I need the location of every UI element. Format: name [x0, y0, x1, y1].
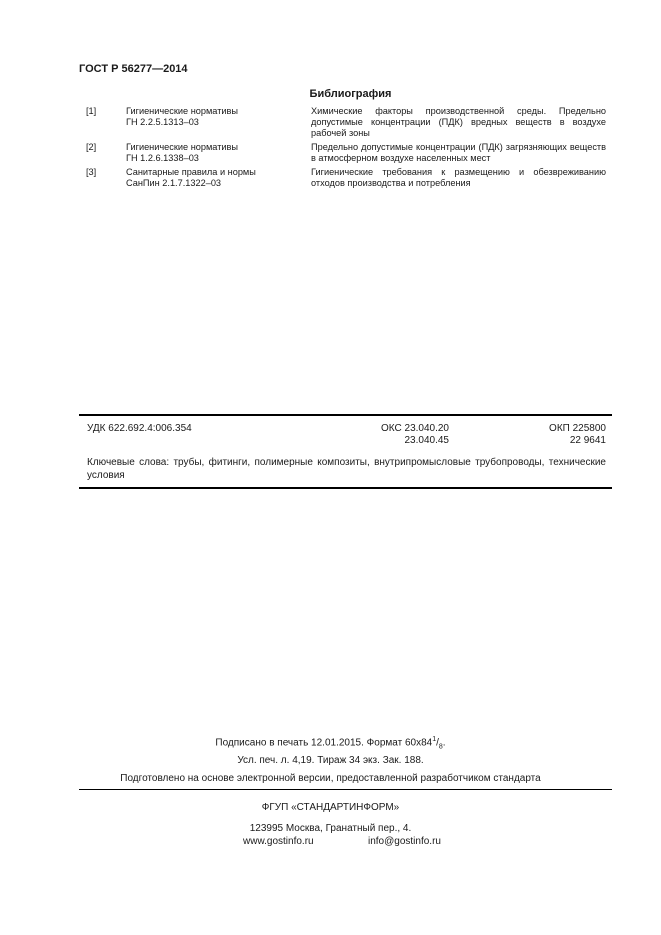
oks-code-2: 23.040.45 — [404, 435, 449, 446]
website-link[interactable]: www.gostinfo.ru — [243, 836, 314, 847]
entry-source-type: Гигиенические нормативы — [126, 106, 239, 116]
udk-code: УДК 622.692.4:006.354 — [87, 423, 192, 434]
keywords: Ключевые слова: трубы, фитинги, полимерные композиты, внутрипромысловые трубопроводы, технические условия — [87, 457, 606, 481]
signed-text: Подписано в печать 12.01.2015. Формат 60x84 — [215, 737, 433, 749]
entry-description: Предельно допустимые концентрации (ПДК) загрязняющих веществ в атмосферном воздухе населенных мест — [311, 142, 606, 163]
okp-code-1: ОКП 225800 — [549, 423, 606, 434]
entry-source-type: Гигиенические нормативы — [126, 142, 239, 152]
entry-source-code: ГН 2.2.5.1313–03 — [126, 117, 199, 127]
publisher-name: ФГУП «СТАНДАРТИНФОРМ» — [261, 802, 400, 813]
format-subscript: 8 — [438, 743, 443, 751]
entry-number: [3] — [86, 167, 97, 177]
classification-bottom-rule — [79, 487, 612, 489]
bibliography-title: Библиография — [309, 88, 392, 100]
print-info: Усл. печ. л. 4,19. Тираж 34 экз. Зак. 188. — [237, 755, 424, 766]
imprint-rule — [79, 789, 612, 790]
signed-suffix: . — [442, 737, 446, 749]
entry-source — [126, 167, 311, 189]
entry-number: [1] — [86, 106, 97, 116]
oks-code-1: ОКС 23.040.20 — [381, 423, 449, 434]
okp-codes — [480, 423, 606, 447]
entry-source — [126, 106, 311, 139]
entry-description: Гигиенические требования к размещению и обезвреживанию отходов производства и потребления — [311, 167, 606, 188]
entry-source-code: ГН 1.2.6.1338–03 — [126, 153, 199, 163]
classification-top-rule — [79, 414, 612, 416]
signed-for-print — [0, 736, 661, 750]
publisher-address: 123995 Москва, Гранатный пер., 4. — [249, 823, 412, 834]
bibliography-list — [86, 106, 606, 192]
standard-number: ГОСТ Р 56277—2014 — [79, 63, 188, 75]
format-superscript: 1 — [432, 736, 437, 743]
bibliography-entry — [86, 106, 606, 139]
entry-source-code: СанПин 2.1.7.1322–03 — [126, 178, 222, 188]
entry-source-type: Санитарные правила и нормы — [126, 167, 256, 177]
bibliography-entry — [86, 142, 606, 164]
prepared-note: Подготовлено на основе электронной версии, предоставленной разработчиком стандарта — [120, 773, 541, 784]
email-link[interactable]: info@gostinfo.ru — [368, 836, 441, 847]
entry-number: [2] — [86, 142, 97, 152]
entry-description: Химические факторы производственной среды. Предельно допустимые концентрации (ПДК) вредных веществ в воздухе рабочей зоны — [311, 106, 606, 138]
entry-source — [126, 142, 311, 164]
bibliography-entry — [86, 167, 606, 189]
okp-code-2: 22 9641 — [569, 435, 606, 446]
oks-codes — [300, 423, 449, 447]
format-slash: / — [436, 737, 439, 749]
